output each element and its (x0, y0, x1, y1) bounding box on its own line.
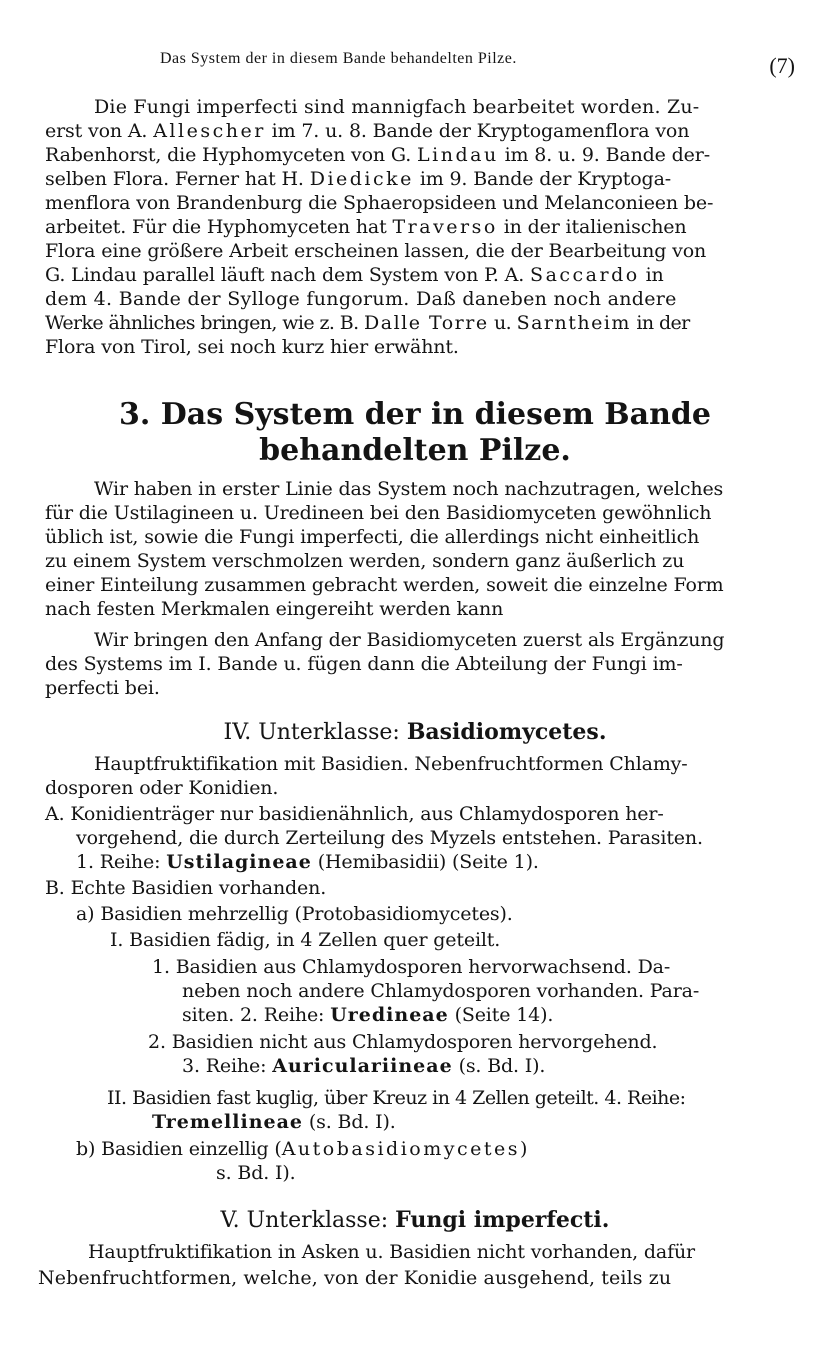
text-line: Hauptfruktifikation mit Basidien. Nebenfruchtformen Chlamy- (94, 753, 688, 775)
paragraph-line: des Systems im I. Bande u. fügen dann die Abteilung der Fungi im- (45, 653, 683, 675)
paragraph-line: Wir bringen den Anfang der Basidiomyceten zuerst als Ergänzung (94, 629, 725, 651)
subclass-heading: IV. Unterklasse: Basidiomycetes. (223, 719, 607, 745)
key-item: s. Bd. I). (216, 1162, 296, 1184)
key-item: B. Echte Basidien vorhanden. (45, 877, 327, 899)
intro-line: Die Fungi imperfecti sind mannigfach bearbeitet worden. Zu- (94, 96, 700, 118)
paragraph-line: nach festen Merkmalen eingereiht werden kann (45, 598, 504, 620)
paragraph-line: zu einem System verschmolzen werden, sondern ganz äußerlich zu (45, 550, 685, 572)
running-header: Das System der in diesem Bande behandelten Pilze. (160, 50, 517, 67)
intro-line: G. Lindau parallel läuft nach dem System von P. A. Saccardo in (45, 264, 664, 286)
paragraph-line: für die Ustilagineen u. Uredineen bei den Basidiomyceten gewöhnlich (45, 502, 712, 524)
section-title: behandelten Pilze. (259, 433, 571, 468)
key-item: A. Konidienträger nur basidienähnlich, aus Chlamydosporen her- (45, 803, 664, 825)
intro-line: menflora von Brandenburg die Sphaeropsideen und Melanconieen be- (45, 192, 714, 214)
paragraph-line: perfecti bei. (45, 677, 160, 699)
intro-line: Flora von Tirol, sei noch kurz hier erwähnt. (45, 336, 459, 358)
subclass-heading: V. Unterklasse: Fungi imperfecti. (220, 1207, 610, 1233)
intro-line: erst von A. Allescher im 7. u. 8. Bande der Kryptogamenflora von (45, 120, 690, 142)
key-item: 3. Reihe: Auriculariineae (s. Bd. I). (182, 1055, 546, 1077)
section-title: 3. Das System der in diesem Bande (119, 397, 711, 432)
key-item: neben noch andere Chlamydosporen vorhanden. Para- (182, 980, 700, 1002)
key-item: 1. Reihe: Ustilagineae (Hemibasidii) (Seite 1). (76, 851, 539, 873)
intro-line: Werke ähnliches bringen, wie z. B. Dalle Torre u. Sarntheim in der (45, 312, 690, 334)
text-line: Nebenfruchtformen, welche, von der Konidie ausgehend, teils zu (38, 1267, 672, 1289)
paragraph-line: üblich ist, sowie die Fungi imperfecti, die allerdings nicht einheitlich (45, 526, 700, 548)
key-item: siten. 2. Reihe: Uredineae (Seite 14). (182, 1004, 554, 1026)
intro-line: selben Flora. Ferner hat H. Diedicke im 9. Bande der Kryptoga- (45, 168, 672, 190)
intro-line: dem 4. Bande der Sylloge fungorum. Daß daneben noch andere (45, 288, 677, 310)
intro-line: Rabenhorst, die Hyphomyceten von G. Lindau im 8. u. 9. Bande der- (45, 144, 710, 166)
key-item: 2. Basidien nicht aus Chlamydosporen hervorgehend. (148, 1031, 658, 1053)
text-line: Hauptfruktifikation in Asken u. Basidien nicht vorhanden, dafür (88, 1241, 695, 1263)
key-item: b) Basidien einzellig (Autobasidiomycetes) (76, 1138, 528, 1160)
intro-line: arbeitet. Für die Hyphomyceten hat Traverso in der italienischen (45, 216, 687, 238)
paragraph-line: Wir haben in erster Linie das System noch nachzutragen, welches (94, 478, 724, 500)
key-item: I. Basidien fädig, in 4 Zellen quer geteilt. (110, 929, 501, 951)
text-line: dosporen oder Konidien. (45, 777, 279, 799)
page-number: (7) (769, 53, 795, 78)
key-item: vorgehend, die durch Zerteilung des Myzels entstehen. Parasiten. (76, 827, 703, 849)
key-item: II. Basidien fast kuglig, über Kreuz in 4 Zellen geteilt. 4. Reihe: (107, 1087, 686, 1109)
key-item: 1. Basidien aus Chlamydosporen hervorwachsend. Da- (152, 956, 671, 978)
key-item: a) Basidien mehrzellig (Protobasidiomycetes). (76, 903, 513, 925)
intro-line: Flora eine größere Arbeit erscheinen lassen, die der Bearbeitung von (45, 240, 707, 262)
key-item: Tremellineae (s. Bd. I). (152, 1111, 396, 1133)
paragraph-line: einer Einteilung zusammen gebracht werden, soweit die einzelne Form (45, 574, 724, 596)
